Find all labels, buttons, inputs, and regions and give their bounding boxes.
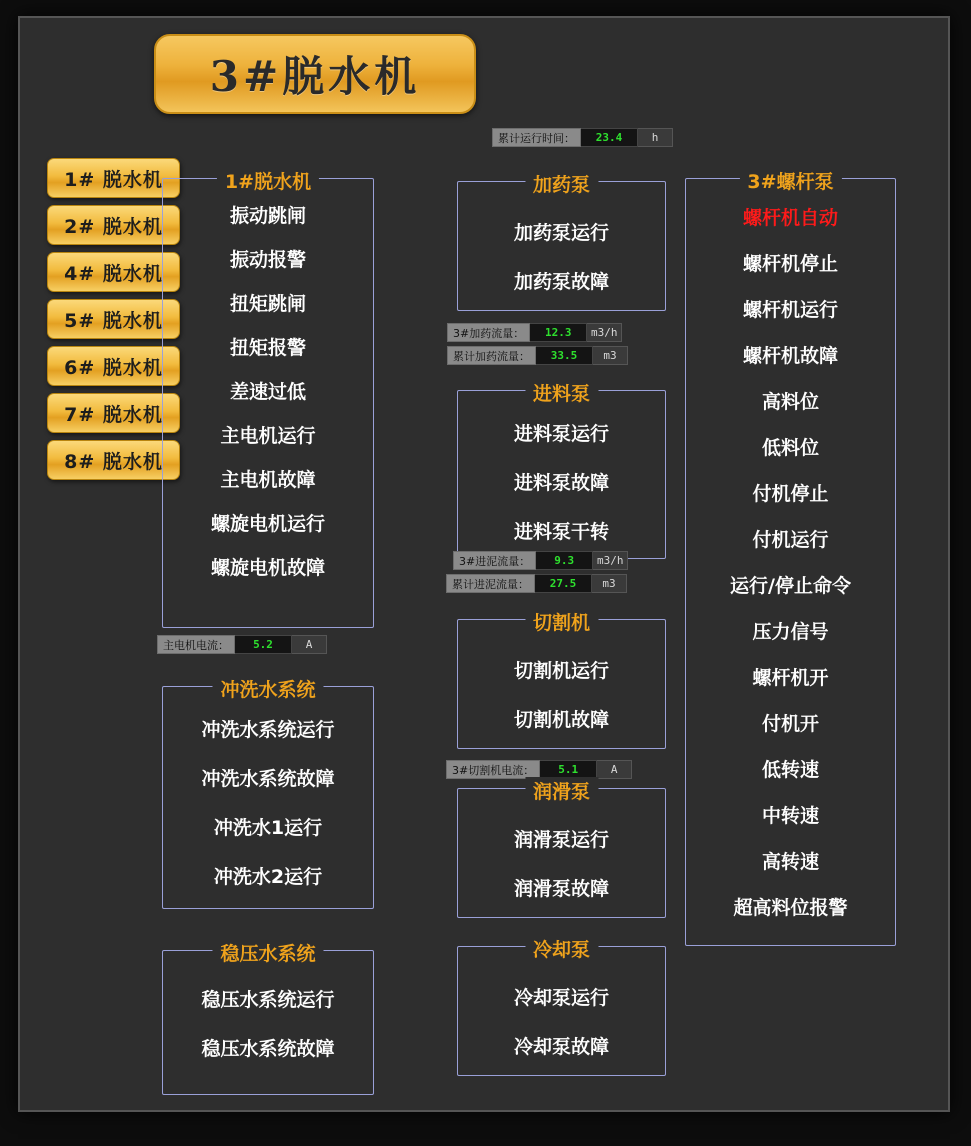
status-item: 高料位 bbox=[761, 391, 819, 413]
sludge-flow-value: 9.3 bbox=[536, 551, 593, 570]
status-item: 主电机运行 bbox=[220, 425, 316, 447]
dosing-flow-label: 3#加药流量： bbox=[447, 323, 530, 342]
status-item: 扭矩报警 bbox=[229, 337, 306, 359]
machine-button-5-label: 5# 脱水机 bbox=[64, 309, 163, 332]
status-item: 进料泵运行 bbox=[513, 423, 609, 445]
machine-button-7-label: 7# 脱水机 bbox=[64, 403, 163, 426]
sludge-total-unit: m3 bbox=[592, 574, 627, 593]
main-motor-current-unit: A bbox=[292, 635, 327, 654]
machine-button-6[interactable] bbox=[47, 346, 180, 386]
status-item: 付机停止 bbox=[752, 483, 829, 505]
cutter-current-label: 3#切割机电流： bbox=[446, 760, 540, 779]
sludge-total-readout bbox=[446, 574, 627, 593]
status-item: 高转速 bbox=[761, 851, 819, 873]
status-item: 冷却泵运行 bbox=[513, 987, 609, 1009]
machine-button-6-label: 6# 脱水机 bbox=[64, 356, 163, 379]
sludge-flow-label: 3#进泥流量： bbox=[453, 551, 536, 570]
sludge-total-label: 累计进泥流量： bbox=[446, 574, 535, 593]
machine-button-8[interactable] bbox=[47, 440, 180, 480]
group-feed-pump-legend: 进料泵 bbox=[525, 379, 598, 406]
status-item: 冲洗水1运行 bbox=[213, 817, 323, 839]
machine-button-7[interactable] bbox=[47, 393, 180, 433]
main-motor-current-readout bbox=[157, 635, 327, 654]
group-lube-pump bbox=[457, 781, 666, 918]
dosing-flow-readout bbox=[447, 323, 622, 342]
status-item: 运行/停止命令 bbox=[730, 575, 851, 597]
dosing-flow-unit: m3/h bbox=[587, 323, 622, 342]
page-title-text: 3#脱水机 bbox=[209, 52, 421, 101]
sludge-flow-readout bbox=[453, 551, 628, 570]
group-flush-water bbox=[162, 679, 374, 909]
status-item: 螺旋电机运行 bbox=[210, 513, 325, 535]
dosing-flow-value: 12.3 bbox=[530, 323, 587, 342]
machine-button-1-label: 1# 脱水机 bbox=[64, 168, 163, 191]
group-pressure-water bbox=[162, 943, 374, 1095]
status-item: 低转速 bbox=[761, 759, 819, 781]
group-dewaterer-legend: 1#脱水机 bbox=[217, 167, 319, 194]
runtime-readout bbox=[492, 128, 673, 147]
machine-button-4-label: 4# 脱水机 bbox=[64, 262, 163, 285]
machine-button-2-label: 2# 脱水机 bbox=[64, 215, 163, 238]
status-item: 切割机运行 bbox=[513, 660, 609, 682]
dosing-total-unit: m3 bbox=[593, 346, 628, 365]
cutter-current-value: 5.1 bbox=[540, 760, 597, 779]
dosing-total-readout bbox=[447, 346, 628, 365]
runtime-label: 累计运行时间： bbox=[492, 128, 581, 147]
page-title bbox=[154, 34, 476, 114]
machine-button-5[interactable] bbox=[47, 299, 180, 339]
status-item: 付机开 bbox=[761, 713, 819, 735]
status-item: 加药泵运行 bbox=[513, 222, 609, 244]
group-dosing-pump-legend: 加药泵 bbox=[525, 170, 598, 197]
status-item: 低料位 bbox=[761, 437, 819, 459]
dosing-total-value: 33.5 bbox=[536, 346, 593, 365]
machine-button-1[interactable] bbox=[47, 158, 180, 198]
main-motor-current-label: 主电机电流： bbox=[157, 635, 235, 654]
group-cooling-pump bbox=[457, 939, 666, 1076]
status-item: 冷却泵故障 bbox=[513, 1036, 609, 1058]
status-item: 螺旋电机故障 bbox=[210, 557, 325, 579]
status-item: 冲洗水系统运行 bbox=[201, 719, 335, 741]
main-motor-current-value: 5.2 bbox=[235, 635, 292, 654]
group-cutter-legend: 切割机 bbox=[525, 608, 598, 635]
group-screw-pump bbox=[685, 171, 896, 946]
status-item: 螺杆机自动 bbox=[742, 207, 838, 229]
status-item: 压力信号 bbox=[752, 621, 829, 643]
group-feed-pump bbox=[457, 383, 666, 559]
status-item: 主电机故障 bbox=[220, 469, 316, 491]
status-item: 稳压水系统运行 bbox=[201, 989, 335, 1011]
status-item: 付机运行 bbox=[752, 529, 829, 551]
status-item: 螺杆机开 bbox=[752, 667, 829, 689]
status-item: 冲洗水系统故障 bbox=[201, 768, 335, 790]
status-item: 润滑泵故障 bbox=[513, 878, 609, 900]
status-item: 切割机故障 bbox=[513, 709, 609, 731]
machine-button-8-label: 8# 脱水机 bbox=[64, 450, 163, 473]
cutter-current-unit: A bbox=[597, 760, 632, 779]
group-dewaterer bbox=[162, 171, 374, 628]
status-item: 进料泵故障 bbox=[513, 472, 609, 494]
status-item: 振动跳闸 bbox=[229, 205, 306, 227]
dosing-total-label: 累计加药流量： bbox=[447, 346, 536, 365]
status-item: 稳压水系统故障 bbox=[201, 1038, 335, 1060]
runtime-value: 23.4 bbox=[581, 128, 638, 147]
sludge-flow-unit: m3/h bbox=[593, 551, 628, 570]
status-item: 进料泵干转 bbox=[513, 521, 609, 543]
status-item: 螺杆机运行 bbox=[742, 299, 838, 321]
group-flush-water-legend: 冲洗水系统 bbox=[212, 675, 323, 702]
status-item: 螺杆机停止 bbox=[742, 253, 838, 275]
status-item: 振动报警 bbox=[229, 249, 306, 271]
status-item: 冲洗水2运行 bbox=[213, 866, 323, 888]
machine-button-4[interactable] bbox=[47, 252, 180, 292]
runtime-unit: h bbox=[638, 128, 673, 147]
sludge-total-value: 27.5 bbox=[535, 574, 592, 593]
status-item: 润滑泵运行 bbox=[513, 829, 609, 851]
hmi-panel bbox=[18, 16, 950, 1112]
group-screw-pump-legend: 3#螺杆泵 bbox=[739, 167, 841, 194]
status-item: 中转速 bbox=[761, 805, 819, 827]
status-item: 螺杆机故障 bbox=[742, 345, 838, 367]
group-cooling-pump-legend: 冷却泵 bbox=[525, 935, 598, 962]
group-dosing-pump bbox=[457, 174, 666, 311]
status-item: 扭矩跳闸 bbox=[229, 293, 306, 315]
status-item: 超高料位报警 bbox=[733, 897, 848, 919]
status-item: 加药泵故障 bbox=[513, 271, 609, 293]
group-pressure-water-legend: 稳压水系统 bbox=[212, 939, 323, 966]
group-cutter bbox=[457, 612, 666, 749]
machine-button-2[interactable] bbox=[47, 205, 180, 245]
status-item: 差速过低 bbox=[229, 381, 306, 403]
group-lube-pump-legend: 润滑泵 bbox=[525, 777, 598, 804]
